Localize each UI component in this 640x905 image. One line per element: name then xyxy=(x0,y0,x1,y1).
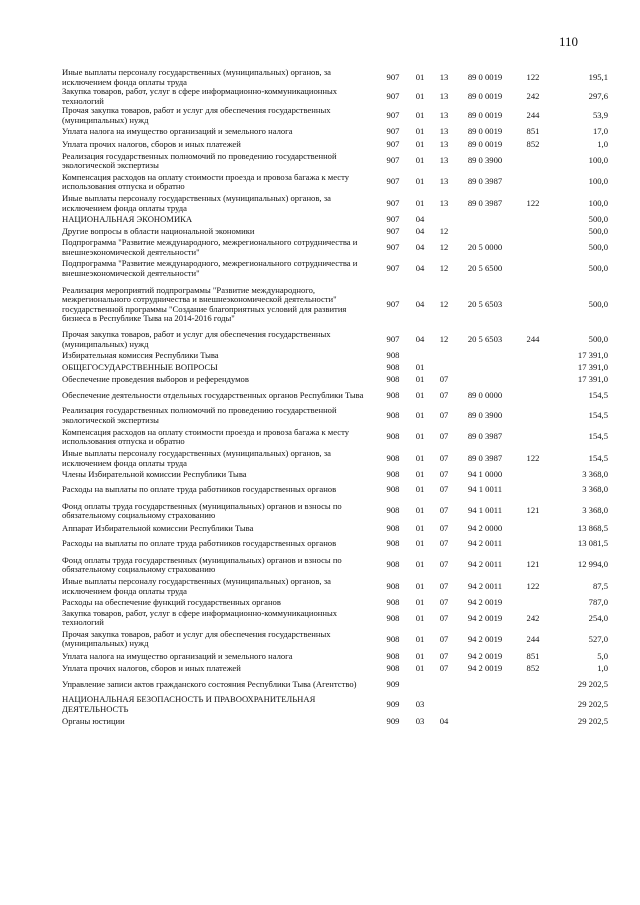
row-sum: 53,9 xyxy=(592,110,608,121)
row-csr: 89 0 0019 xyxy=(467,110,503,121)
row-rz: 01 xyxy=(415,612,425,623)
row-name: Прочая закупка товаров, работ и услуг для обеспечения государственных (муниципальных) нужд xyxy=(62,105,331,125)
row-name: Обеспечение проведения выборов и референдумов xyxy=(62,373,249,384)
row-vr xyxy=(514,362,552,374)
row-rz: 04 xyxy=(415,298,425,309)
row-pr: 07 xyxy=(439,633,449,644)
row-gr: 908 xyxy=(386,580,400,591)
row-rz: 03 xyxy=(415,716,425,727)
table-row xyxy=(62,238,608,258)
row-vr xyxy=(514,675,552,695)
row-pr: 07 xyxy=(439,612,449,623)
row-vr xyxy=(514,426,552,449)
row-gr: 907 xyxy=(386,213,400,224)
row-name: Органы юстиции xyxy=(62,716,125,727)
row-pr: 07 xyxy=(439,452,449,463)
table-row xyxy=(62,87,608,106)
row-csr xyxy=(456,214,514,226)
row-csr: 94 2 0019 xyxy=(467,596,503,607)
row-sum: 3 368,0 xyxy=(582,505,608,516)
row-vr xyxy=(514,152,552,171)
row-csr: 89 0 3987 xyxy=(467,431,503,442)
table-row xyxy=(62,715,608,729)
row-sum: 154,5 xyxy=(588,389,608,400)
row-vr xyxy=(514,695,552,715)
row-csr xyxy=(456,362,514,374)
row-name: Обеспечение деятельности отдельных государственных органов Республики Тыва xyxy=(62,389,364,400)
row-vr: 244 xyxy=(526,333,540,344)
row-name: Другие вопросы в области национальной экономики xyxy=(62,225,255,236)
row-pr xyxy=(432,214,456,226)
row-name: Аппарат Избирательной комиссии Республики Тыва xyxy=(62,522,254,533)
row-csr: 94 2 0000 xyxy=(467,522,503,533)
row-gr: 907 xyxy=(386,333,400,344)
table-row xyxy=(62,68,608,87)
row-pr: 13 xyxy=(439,71,449,82)
row-vr: 851 xyxy=(526,126,540,137)
row-gr: 908 xyxy=(386,409,400,420)
row-pr: 12 xyxy=(439,298,449,309)
row-csr: 94 2 0011 xyxy=(467,580,503,591)
row-vr: 851 xyxy=(526,651,540,662)
row-rz: 01 xyxy=(415,126,425,137)
row-name: Прочая закупка товаров, работ и услуг для обеспечения государственных (муниципальных) нужд xyxy=(62,628,331,649)
row-rz: 01 xyxy=(415,389,425,400)
row-pr: 07 xyxy=(439,580,449,591)
row-pr: 07 xyxy=(439,484,449,495)
row-vr: 121 xyxy=(526,505,540,516)
row-pr: 12 xyxy=(439,241,449,252)
row-pr: 07 xyxy=(439,431,449,442)
row-gr: 907 xyxy=(386,71,400,82)
row-gr: 908 xyxy=(386,484,400,495)
row-gr: 907 xyxy=(386,197,400,208)
row-vr: 852 xyxy=(526,139,540,150)
row-vr xyxy=(514,523,552,535)
budget-table-body xyxy=(62,68,608,729)
row-gr: 908 xyxy=(386,633,400,644)
row-rz: 01 xyxy=(415,522,425,533)
row-rz: 01 xyxy=(415,373,425,384)
row-vr xyxy=(514,386,552,406)
row-sum: 500,0 xyxy=(588,213,608,224)
row-gr: 908 xyxy=(386,559,400,570)
row-gr: 907 xyxy=(386,262,400,273)
row-rz: 01 xyxy=(415,651,425,662)
row-gr: 907 xyxy=(386,126,400,137)
row-csr xyxy=(456,675,514,695)
row-rz: 01 xyxy=(415,431,425,442)
row-vr xyxy=(514,374,552,386)
row-sum: 527,0 xyxy=(588,633,608,644)
table-row xyxy=(62,280,608,330)
row-rz: 01 xyxy=(415,580,425,591)
table-row xyxy=(62,523,608,535)
row-gr: 908 xyxy=(386,431,400,442)
row-rz: 01 xyxy=(415,409,425,420)
row-name: Управление записи актов гражданского состояния Республики Тыва (Агентство) xyxy=(62,679,357,690)
row-pr: 12 xyxy=(439,225,449,236)
row-pr: 13 xyxy=(439,139,449,150)
row-name: Закупка товаров, работ, услуг в сфере информационно-коммуникационных технологий xyxy=(62,607,338,628)
row-gr: 907 xyxy=(386,241,400,252)
row-rz: 01 xyxy=(415,197,425,208)
row-gr: 908 xyxy=(386,468,400,479)
row-name: Уплата прочих налогов, сборов и иных платежей xyxy=(62,663,241,674)
row-name: Подпрограмма "Развитие международного, межрегионального сотрудничества и внешнеэкономической деятельности" xyxy=(62,237,358,257)
row-pr: 12 xyxy=(439,262,449,273)
row-name: Компенсация расходов на оплату стоимости проезда и провоза багажа к месту использования отпуска и обратно xyxy=(62,426,350,447)
row-vr: 244 xyxy=(526,633,540,644)
row-gr: 909 xyxy=(386,716,400,727)
row-rz: 01 xyxy=(415,90,425,101)
row-csr: 94 2 0019 xyxy=(467,651,503,662)
row-name: Избирательная комиссия Республики Тыва xyxy=(62,349,219,360)
row-vr xyxy=(514,280,552,330)
row-name: Закупка товаров, работ, услуг в сфере информационно-коммуникационных технологий xyxy=(62,86,338,106)
row-pr: 12 xyxy=(439,333,449,344)
row-sum: 154,5 xyxy=(588,431,608,442)
table-row xyxy=(62,106,608,125)
row-sum: 787,0 xyxy=(588,596,608,607)
row-sum: 17,0 xyxy=(592,126,608,137)
row-sum: 1,0 xyxy=(597,139,608,150)
row-csr: 94 2 0019 xyxy=(467,633,503,644)
table-row xyxy=(62,663,608,675)
table-row xyxy=(62,535,608,554)
row-csr: 94 2 0019 xyxy=(467,612,503,623)
row-vr: 244 xyxy=(526,110,540,121)
row-csr: 94 1 0011 xyxy=(467,505,503,516)
row-gr: 907 xyxy=(386,225,400,236)
row-pr: 07 xyxy=(439,559,449,570)
row-gr: 907 xyxy=(386,110,400,121)
row-name: Прочая закупка товаров, работ и услуг для обеспечения государственных (муниципальных) нужд xyxy=(62,329,331,349)
row-sum: 154,5 xyxy=(588,452,608,463)
row-vr xyxy=(514,226,552,238)
row-name: Уплата прочих налогов, сборов и иных платежей xyxy=(62,139,241,150)
table-row xyxy=(62,374,608,386)
row-rz: 04 xyxy=(415,262,425,273)
row-vr: 852 xyxy=(526,663,540,674)
row-csr xyxy=(456,350,514,362)
row-name: Иные выплаты персоналу государственных (муниципальных) органов, за исключением фонда оплаты труда xyxy=(62,576,331,596)
row-sum: 100,0 xyxy=(588,155,608,166)
row-rz: 01 xyxy=(415,110,425,121)
row-name: Иные выплаты персоналу государственных (муниципальных) органов, за исключением фонда оплаты труда xyxy=(62,193,331,213)
row-name: Фонд оплаты труда государственных (муниципальных) органов и взносы по обязательному социальному страхованию xyxy=(62,500,342,521)
row-sum: 13 081,5 xyxy=(577,538,608,549)
row-pr: 13 xyxy=(439,126,449,137)
row-rz: 01 xyxy=(415,71,425,82)
table-row xyxy=(62,406,608,426)
row-pr: 07 xyxy=(439,505,449,516)
row-rz: 01 xyxy=(415,361,425,372)
table-row xyxy=(62,469,608,481)
table-row xyxy=(62,126,608,139)
row-sum: 87,5 xyxy=(592,580,608,591)
row-vr xyxy=(514,597,552,609)
row-vr xyxy=(514,171,552,194)
row-csr: 89 0 0019 xyxy=(467,90,503,101)
row-gr: 907 xyxy=(386,139,400,150)
row-csr: 89 0 3987 xyxy=(467,197,503,208)
row-pr: 07 xyxy=(439,409,449,420)
row-name: НАЦИОНАЛЬНАЯ БЕЗОПАСНОСТЬ И ПРАВООХРАНИТЕЛЬНАЯ ДЕЯТЕЛЬНОСТЬ xyxy=(62,694,316,714)
row-name: Реализация государственных полномочий по проведению государственной экологической экспертизы xyxy=(62,405,337,425)
row-vr: 122 xyxy=(526,71,540,82)
row-gr: 908 xyxy=(386,596,400,607)
row-csr: 94 2 0011 xyxy=(467,559,503,570)
row-csr: 89 0 3900 xyxy=(467,409,503,420)
row-rz: 03 xyxy=(415,699,425,710)
row-pr: 07 xyxy=(439,389,449,400)
row-sum: 29 202,5 xyxy=(577,699,608,710)
row-sum: 500,0 xyxy=(588,262,608,273)
table-row xyxy=(62,675,608,695)
row-pr: 07 xyxy=(439,373,449,384)
row-name: Иные выплаты персоналу государственных (муниципальных) органов, за исключением фонда оплаты труда xyxy=(62,448,331,468)
row-sum: 154,5 xyxy=(588,409,608,420)
table-row xyxy=(62,554,608,577)
row-rz: 04 xyxy=(415,333,425,344)
row-pr: 07 xyxy=(439,651,449,662)
row-csr: 94 2 0019 xyxy=(467,663,503,674)
table-row xyxy=(62,171,608,194)
row-pr: 07 xyxy=(439,663,449,674)
table-row xyxy=(62,152,608,171)
row-vr xyxy=(514,715,552,729)
table-row xyxy=(62,362,608,374)
row-pr: 13 xyxy=(439,90,449,101)
row-csr: 89 0 0019 xyxy=(467,126,503,137)
row-gr: 908 xyxy=(386,505,400,516)
row-name: Расходы на выплаты по оплате труда работников государственных органов xyxy=(62,538,337,549)
row-rz: 01 xyxy=(415,505,425,516)
row-name: Реализация государственных полномочий по проведению государственной экологической экспертизы xyxy=(62,150,337,171)
row-csr: 89 0 3987 xyxy=(467,452,503,463)
row-sum: 195,1 xyxy=(588,71,608,82)
row-pr xyxy=(432,350,456,362)
row-vr xyxy=(514,535,552,554)
row-name: Уплата налога на имущество организаций и земельного налога xyxy=(62,126,293,137)
row-gr: 908 xyxy=(386,389,400,400)
row-name: Фонд оплаты труда государственных (муниципальных) органов и взносы по обязательному социальному страхованию xyxy=(62,554,342,575)
row-rz: 01 xyxy=(415,633,425,644)
row-gr: 908 xyxy=(386,663,400,674)
row-gr: 907 xyxy=(386,176,400,187)
row-vr: 121 xyxy=(526,559,540,570)
row-csr: 20 5 0000 xyxy=(467,241,503,252)
row-sum: 3 368,0 xyxy=(582,484,608,495)
row-pr xyxy=(432,362,456,374)
row-sum: 100,0 xyxy=(588,197,608,208)
row-sum: 17 391,0 xyxy=(577,373,608,384)
row-gr: 908 xyxy=(386,452,400,463)
row-gr: 908 xyxy=(386,538,400,549)
row-sum: 500,0 xyxy=(588,298,608,309)
row-pr: 07 xyxy=(439,522,449,533)
table-row xyxy=(62,651,608,663)
row-rz: 01 xyxy=(415,538,425,549)
row-sum: 500,0 xyxy=(588,333,608,344)
row-rz: 01 xyxy=(415,139,425,150)
row-csr xyxy=(456,226,514,238)
row-vr: 242 xyxy=(526,90,540,101)
table-row xyxy=(62,481,608,500)
table-row xyxy=(62,628,608,651)
row-csr: 89 0 3987 xyxy=(467,176,503,187)
row-csr: 94 1 0011 xyxy=(467,484,503,495)
row-sum: 29 202,5 xyxy=(577,679,608,690)
row-vr xyxy=(514,238,552,258)
table-row xyxy=(62,577,608,597)
row-csr xyxy=(456,374,514,386)
row-name: Уплата налога на имущество организаций и земельного налога xyxy=(62,651,293,662)
row-name: Члены Избирательной комиссии Республики Тыва xyxy=(62,468,247,479)
row-name: Подпрограмма "Развитие международного, межрегионального сотрудничества и внешнеэкономической деятельности" xyxy=(62,258,358,278)
row-sum: 500,0 xyxy=(588,225,608,236)
table-row xyxy=(62,330,608,350)
row-vr: 242 xyxy=(526,612,540,623)
row-sum: 1,0 xyxy=(597,663,608,674)
row-vr xyxy=(514,481,552,500)
row-csr: 89 0 3900 xyxy=(467,155,503,166)
row-gr: 909 xyxy=(386,679,400,690)
row-name: Иные выплаты персоналу государственных (муниципальных) органов, за исключением фонда оплаты труда xyxy=(62,67,331,87)
row-rz: 01 xyxy=(415,596,425,607)
row-gr: 908 xyxy=(386,349,400,360)
row-csr xyxy=(456,715,514,729)
row-vr xyxy=(514,258,552,280)
row-csr: 20 5 6503 xyxy=(467,333,503,344)
row-sum: 29 202,5 xyxy=(577,716,608,727)
row-pr: 07 xyxy=(439,538,449,549)
row-csr: 89 0 0019 xyxy=(467,139,503,150)
page-number: 110 xyxy=(559,34,579,49)
row-gr: 908 xyxy=(386,522,400,533)
row-pr: 13 xyxy=(439,155,449,166)
row-sum: 13 868,5 xyxy=(577,522,608,533)
row-gr: 908 xyxy=(386,373,400,384)
row-gr: 908 xyxy=(386,651,400,662)
table-row xyxy=(62,426,608,449)
row-name: НАЦИОНАЛЬНАЯ ЭКОНОМИКА xyxy=(62,213,193,224)
row-rz: 04 xyxy=(415,241,425,252)
row-sum: 100,0 xyxy=(588,176,608,187)
row-gr: 908 xyxy=(386,612,400,623)
row-vr xyxy=(514,350,552,362)
row-rz: 04 xyxy=(415,213,425,224)
table-row xyxy=(62,609,608,628)
table-row xyxy=(62,500,608,523)
row-rz: 01 xyxy=(415,484,425,495)
table-row xyxy=(62,194,608,214)
row-rz: 01 xyxy=(415,155,425,166)
row-pr: 13 xyxy=(439,176,449,187)
row-vr: 122 xyxy=(526,197,540,208)
row-sum: 17 391,0 xyxy=(577,349,608,360)
row-csr: 89 0 0019 xyxy=(467,71,503,82)
row-rz: 04 xyxy=(415,225,425,236)
row-vr xyxy=(514,406,552,426)
row-rz: 01 xyxy=(415,663,425,674)
row-csr: 94 2 0011 xyxy=(467,538,503,549)
row-pr: 13 xyxy=(439,110,449,121)
table-row xyxy=(62,214,608,226)
row-vr: 122 xyxy=(526,452,540,463)
row-csr: 94 1 0000 xyxy=(467,468,503,479)
budget-table xyxy=(62,68,608,729)
row-csr: 20 5 6500 xyxy=(467,262,503,273)
row-sum: 254,0 xyxy=(588,612,608,623)
row-pr: 13 xyxy=(439,197,449,208)
row-rz xyxy=(408,675,432,695)
row-rz: 01 xyxy=(415,468,425,479)
row-name: Расходы на обеспечение функций государственных органов xyxy=(62,596,281,607)
row-sum: 5,0 xyxy=(597,651,608,662)
table-row xyxy=(62,449,608,469)
row-csr: 20 5 6503 xyxy=(467,298,503,309)
row-gr: 908 xyxy=(386,361,400,372)
table-row xyxy=(62,139,608,152)
row-pr xyxy=(432,675,456,695)
table-row xyxy=(62,350,608,362)
row-name: ОБЩЕГОСУДАРСТВЕННЫЕ ВОПРОСЫ xyxy=(62,361,218,372)
row-gr: 907 xyxy=(386,90,400,101)
row-sum: 3 368,0 xyxy=(582,468,608,479)
row-pr: 04 xyxy=(439,716,449,727)
table-row xyxy=(62,386,608,406)
row-pr: 07 xyxy=(439,468,449,479)
table-row xyxy=(62,695,608,715)
row-vr xyxy=(514,469,552,481)
row-vr xyxy=(514,214,552,226)
row-pr xyxy=(432,695,456,715)
row-sum: 297,6 xyxy=(588,90,608,101)
row-name: Реализация мероприятий подпрограммы "Развитие международного, межрегионального сотрудничества и внешнеэкономической деятельности" государственной программы "Создание благоприятных условий для развития бизнеса в Республике Тыва на 2014-2016 годы" xyxy=(62,284,347,324)
table-row xyxy=(62,597,608,609)
row-sum: 12 994,0 xyxy=(577,559,608,570)
row-pr: 07 xyxy=(439,596,449,607)
row-sum: 17 391,0 xyxy=(577,361,608,372)
table-row xyxy=(62,226,608,238)
row-name: Компенсация расходов на оплату стоимости проезда и провоза багажа к месту использования отпуска и обратно xyxy=(62,171,350,192)
row-gr: 909 xyxy=(386,699,400,710)
row-csr xyxy=(456,695,514,715)
row-gr: 907 xyxy=(386,298,400,309)
row-rz: 01 xyxy=(415,559,425,570)
row-gr: 907 xyxy=(386,155,400,166)
table-row xyxy=(62,258,608,280)
row-sum: 500,0 xyxy=(588,241,608,252)
row-csr: 89 0 0000 xyxy=(467,389,503,400)
row-rz: 01 xyxy=(415,452,425,463)
row-vr: 122 xyxy=(526,580,540,591)
row-rz xyxy=(408,350,432,362)
row-name: Расходы на выплаты по оплате труда работников государственных органов xyxy=(62,484,337,495)
row-rz: 01 xyxy=(415,176,425,187)
